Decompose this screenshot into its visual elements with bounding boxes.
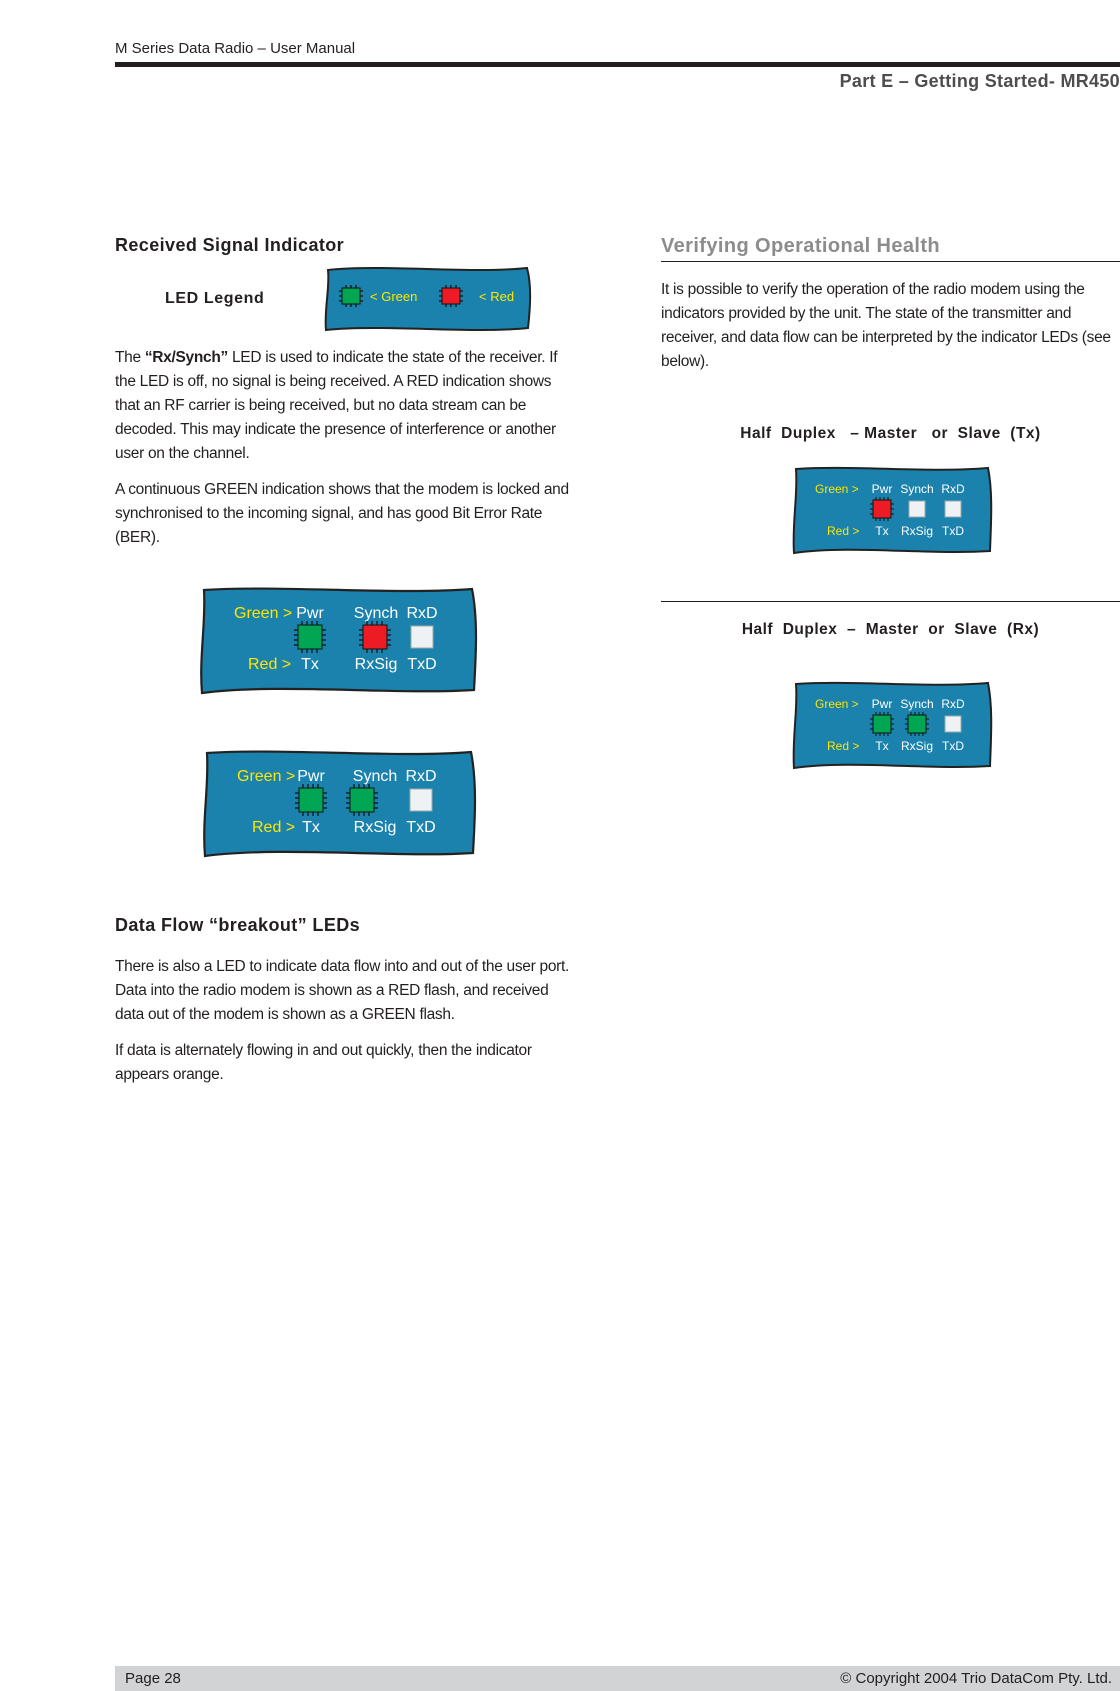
orange-paragraph: If data is alternately flowing in and out quickly, then the indicator appears orange. — [115, 1042, 532, 1083]
pwr-tx-led-red — [870, 497, 894, 521]
verify-paragraph: It is possible to verify the operation of the radio modem using the indicators provided by the unit. The state of the transmitter and receiver, and data flow can be interpreted by the indicator LEDs (see below). — [661, 281, 1111, 370]
rxsig-label: RxSig — [900, 524, 934, 538]
led-panel-tx — [790, 465, 995, 557]
header-rule — [115, 62, 1120, 67]
synch-rxsig-led-off — [909, 501, 925, 517]
verifying-health-heading: Verifying Operational Health — [661, 235, 941, 257]
tx-label: Tx — [875, 524, 889, 538]
rxsig-label: RxSig — [354, 656, 398, 673]
data-flow-paragraph: There is also a LED to indicate data flow into and out of the user port. Data into the radio modem is shown as a RED flash, and received data out of the modem is shown as a GREEN flash. — [115, 958, 570, 1023]
red-row-label: Red > — [248, 656, 292, 673]
synch-label: Synch — [900, 482, 934, 496]
red-row-label: Red > — [827, 739, 860, 753]
synch-label: Synch — [352, 768, 398, 785]
pwr-tx-led-green — [870, 712, 894, 736]
rx-synch-paragraph: The “Rx/Synch” LED is used to indicate the state of the receiver. If the LED is off, no signal is being received. A RED indication shows that an RF carrier is being received, but no data stream can be decoded. This may indicate the presence of interference or another user on the channel. — [115, 349, 558, 462]
rxd-label: RxD — [941, 697, 965, 711]
copyright: © Copyright 2004 Trio DataCom Pty. Ltd. — [840, 1670, 1112, 1687]
led-legend-label: LED Legend — [165, 290, 265, 307]
rxd-txd-led-off — [945, 716, 961, 732]
synch-label: Synch — [353, 605, 399, 622]
left-body-2 — [115, 955, 575, 1099]
right-heading-rule — [661, 261, 1120, 262]
pwr-label: Pwr — [871, 482, 893, 496]
txd-label: TxD — [407, 656, 437, 673]
green-row-label: Green > — [237, 768, 296, 785]
tx-label: Tx — [301, 656, 319, 673]
synch-rxsig-led-green — [905, 712, 929, 736]
legend-red-text: < Red — [479, 289, 515, 304]
rxd-txd-led-off — [411, 626, 433, 648]
received-signal-heading: Received Signal Indicator — [115, 235, 345, 255]
led-panel-synch-red — [196, 585, 480, 697]
right-body — [661, 278, 1120, 386]
rxd-label: RxD — [406, 605, 438, 622]
left-body-1 — [115, 346, 575, 562]
led-panel-synch-green — [199, 748, 479, 860]
legend-green-text: < Green — [370, 289, 418, 304]
green-row-label: Green > — [815, 482, 859, 496]
green-row-label: Green > — [815, 697, 859, 711]
rxsig-label: RxSig — [353, 819, 397, 836]
running-header: M Series Data Radio – User Manual — [115, 40, 356, 57]
rxd-txd-led-off — [945, 501, 961, 517]
green-indication-paragraph: A continuous GREEN indication shows that the modem is locked and synchronised to the incoming signal, and has good Bit Error Rate (BER). — [115, 481, 569, 546]
pwr-label: Pwr — [297, 768, 325, 785]
synch-rxsig-led-red — [359, 621, 391, 653]
data-flow-heading: Data Flow “breakout” LEDs — [115, 915, 361, 935]
caption-tx: Half Duplex – Master or Slave (Tx) — [740, 425, 1041, 442]
pwr-label: Pwr — [296, 605, 324, 622]
right-section-rule — [661, 601, 1120, 602]
tx-label: Tx — [875, 739, 889, 753]
pwr-tx-led-green — [294, 621, 326, 653]
txd-label: TxD — [942, 739, 964, 753]
rx-synch-term: “Rx/Synch” — [144, 349, 228, 366]
led-panel-rx — [790, 680, 995, 772]
green-row-label: Green > — [234, 605, 293, 622]
synch-label: Synch — [900, 697, 934, 711]
pwr-label: Pwr — [871, 697, 893, 711]
synch-rxsig-led-green — [346, 784, 378, 816]
rxd-label: RxD — [405, 768, 437, 785]
rxsig-label: RxSig — [900, 739, 934, 753]
red-row-label: Red > — [252, 819, 296, 836]
txd-label: TxD — [942, 524, 964, 538]
tx-label: Tx — [302, 819, 320, 836]
red-row-label: Red > — [827, 524, 860, 538]
txd-label: TxD — [406, 819, 436, 836]
rxd-txd-led-off — [410, 789, 432, 811]
pwr-tx-led-green — [295, 784, 327, 816]
rxd-label: RxD — [941, 482, 965, 496]
led-legend-panel — [322, 264, 534, 334]
caption-rx: Half Duplex – Master or Slave (Rx) — [741, 621, 1040, 638]
legend-green-led — [339, 285, 363, 307]
legend-red-led — [439, 285, 463, 307]
page-number: Page 28 — [125, 1670, 181, 1687]
part-title: Part E – Getting Started- MR450 — [839, 71, 1120, 91]
